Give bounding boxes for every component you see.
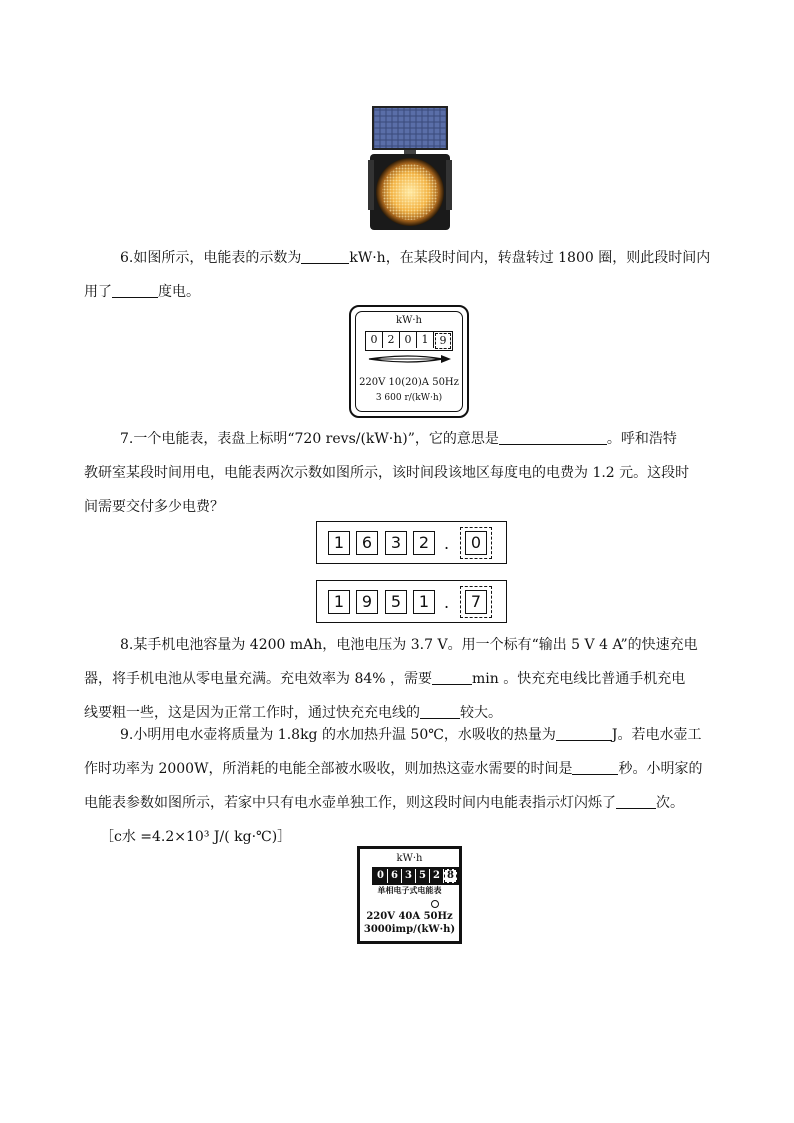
meter1-unit: kW·h — [396, 315, 422, 326]
q9-blank-flashes[interactable] — [616, 794, 656, 809]
reading2-digit: 1 — [328, 590, 350, 614]
q8-blank-quantity[interactable] — [420, 704, 460, 719]
q9-text-b: J。若电水壶工 — [611, 727, 702, 743]
q7-blank-meaning[interactable] — [499, 430, 607, 445]
q7-text-a: 7.一个电能表，表盘上标明“720 revs/(kW·h)”，它的意思是 — [120, 431, 499, 447]
q8-text-b: min 。快充充电线比普通手机充电 — [472, 671, 686, 687]
reading2-decimal-digit: 7 — [465, 590, 487, 614]
solar-traffic-light-image — [368, 104, 452, 230]
meter2-name: 单相电子式电能表 — [377, 886, 442, 895]
q8-text-c: 线要粗一些，这是因为正常工作时，通过快充充电线的 — [84, 705, 420, 721]
q6-blank-energy[interactable] — [112, 283, 158, 298]
reading1-digit: 3 — [385, 531, 407, 555]
meter1-digit-row — [365, 331, 453, 351]
reading1-digit: 1 — [328, 531, 350, 555]
meter2-indicator-light-icon — [431, 900, 439, 908]
q8-text-d: 较大。 — [460, 705, 502, 721]
q6-text-c: 用了 — [84, 284, 112, 300]
q9-text-d: 秒。小明家的 — [618, 761, 703, 777]
meter-reading-first — [316, 521, 507, 564]
q8-text-line1: 8.某手机电池容量为 4200 mAh，电池电压为 3.7 V。用一个标有“输出 5 V 4 A”的快速充电 — [120, 637, 698, 653]
meter1-digit: 0 — [400, 332, 417, 348]
q9-text-f: 次。 — [656, 795, 684, 811]
q6-text-a: 6.如图所示，电能表的示数为 — [120, 250, 302, 266]
meter2-digit: 0 — [374, 869, 388, 883]
q6-blank-reading[interactable] — [301, 249, 349, 264]
q9-text-e: 电能表参数如图所示，若家中只有电水壶单独工作，则这段时间内电能表指示灯闪烁了 — [84, 795, 616, 811]
question-8 — [84, 628, 700, 730]
meter2-spec-rating: 220V 40A 50Hz — [366, 911, 453, 922]
meter1-spec-rating: 220V 10(20)A 50Hz — [359, 377, 459, 388]
meter1-digit: 1 — [417, 332, 434, 348]
q7-text-line2: 教研室某段时间用电，电能表两次示数如图所示，该时间段该地区每度电的电费为 1.2 元。这段时 — [84, 465, 690, 481]
question-7 — [84, 422, 700, 524]
q9-specific-heat: ［c水 =4.2×10³ J/( kg·℃)］ — [100, 829, 292, 845]
meter2-digit: 6 — [388, 869, 402, 883]
meter2-digit: 5 — [416, 869, 430, 883]
q9-text-a: 9.小明用电水壶将质量为 1.8kg 的水加热升温 50℃，水吸收的热量为 — [120, 727, 556, 743]
meter2-decimal-digit: 8 — [444, 869, 457, 883]
electronic-meter-2 — [357, 846, 462, 944]
electric-meter-1 — [349, 305, 469, 418]
reading2-digit: 5 — [385, 590, 407, 614]
q6-text-d: 度电。 — [158, 284, 200, 300]
reading1-digit: 2 — [413, 531, 435, 555]
meter2-digit-row — [372, 867, 459, 885]
reading2-digit: 9 — [356, 590, 378, 614]
meter-reading-second — [316, 580, 507, 623]
reading2-digit: 1 — [413, 590, 435, 614]
reading1-decimal-box — [460, 527, 492, 559]
question-6 — [84, 241, 711, 309]
question-9 — [84, 718, 703, 854]
meter2-spec-constant: 3000imp/(kW·h) — [363, 924, 456, 935]
q6-text-b: kW·h，在某段时间内，转盘转过 1800 圈，则此段时间内 — [349, 250, 711, 266]
meter1-digit: 0 — [366, 332, 383, 348]
q9-text-c: 作时功率为 2000W，所消耗的电能全部被水吸收，则加热这壶水需要的时间是 — [84, 761, 573, 777]
meter1-digit: 2 — [383, 332, 400, 348]
q9-blank-seconds[interactable] — [572, 760, 618, 775]
q7-text-b: 。呼和浩特 — [606, 431, 677, 447]
q8-text-a: 器，将手机电池从零电量充满。充电效率为 84% ，需要 — [84, 671, 433, 687]
reading2-decimal-box — [460, 586, 492, 618]
meter2-digit: 3 — [402, 869, 416, 883]
reading2-decimal-point: . — [444, 593, 450, 612]
meter1-disc-arrow-icon — [365, 353, 453, 365]
meter2-unit: kW·h — [396, 853, 423, 864]
reading1-decimal-point: . — [444, 534, 450, 553]
meter2-digit: 2 — [430, 869, 444, 883]
meter1-spec-constant: 3 600 r/(kW·h) — [375, 393, 443, 403]
q9-blank-heat[interactable] — [556, 726, 612, 741]
q8-blank-time[interactable] — [432, 670, 472, 685]
reading1-digit: 6 — [356, 531, 378, 555]
reading1-decimal-digit: 0 — [465, 531, 487, 555]
meter1-decimal-digit: 9 — [435, 333, 451, 349]
q7-text-line3: 间需要交付多少电费？ — [84, 499, 224, 515]
